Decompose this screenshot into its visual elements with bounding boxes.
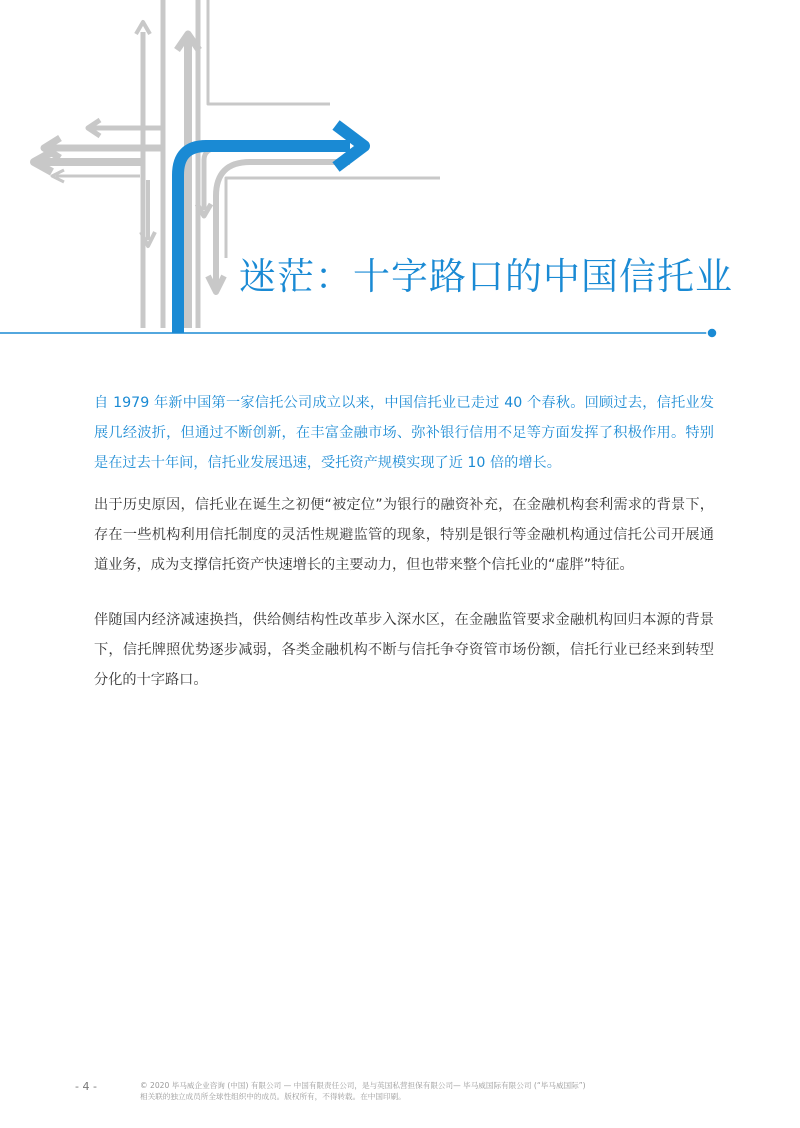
page-title: 迷茫：十字路口的中国信托业 xyxy=(239,255,733,298)
copyright-line: © 2020 毕马威企业咨询 (中国) 有限公司 — 中国有限责任公司，是与英国私营担保有限公司— 毕马威国际有限公司 (“毕马威国际”) xyxy=(140,1081,586,1090)
copyright-line: 相关联的独立成员所全球性组织中的成员。版权所有，不得转载。在中国印刷。 xyxy=(140,1092,406,1101)
body-paragraph: 伴随国内经济减速换挡，供给侧结构性改革步入深水区，在金融监管要求金融机构回归本源的背景下，信托牌照优势逐步减弱，各类金融机构不断与信托争夺资管市场份额，信托行业已经来到转型分化的十字路口。 xyxy=(94,612,714,688)
copyright-notice xyxy=(140,1080,740,1102)
body-paragraph: 出于历史原因，信托业在诞生之初便“被定位”为银行的融资补充，在金融机构套利需求的背景下，存在一些机构利用信托制度的灵活性规避监管的现象，特别是银行等金融机构通过信托公司开展通道业务，成为支撑信托资产快速增长的主要动力，但也带来整个信托业的“虚胖”特征。 xyxy=(94,497,714,573)
intro-paragraph: 自 1979 年新中国第一家信托公司成立以来，中国信托业已走过 40 个春秋。回顾过去，信托业发展几经波折，但通过不断创新，在丰富金融市场、弥补银行信用不足等方面发挥了积极作用。特别是在过去十年间，信托业发展迅速，受托资产规模实现了近 10 倍的增长。 xyxy=(94,395,714,471)
page-number: - 4 - xyxy=(75,1080,97,1093)
dot-icon xyxy=(707,328,717,338)
